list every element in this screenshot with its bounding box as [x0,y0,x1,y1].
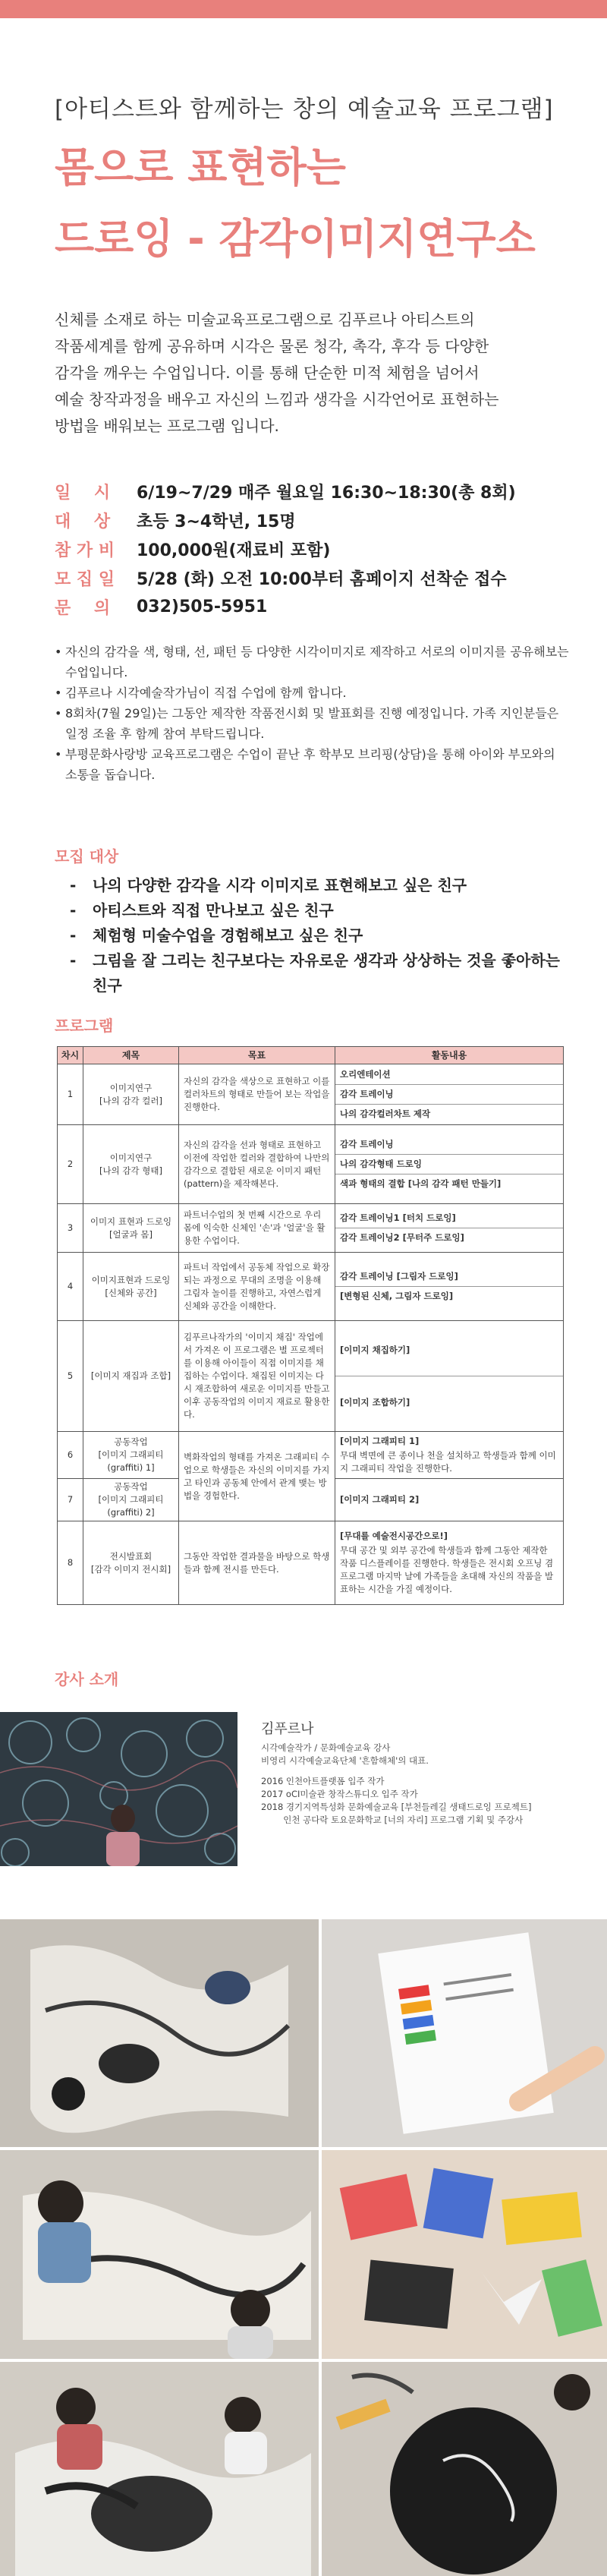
info-row-fee [55,534,571,563]
intro-paragraph [55,307,555,440]
note-item: • 자신의 감각을 색, 형태, 선, 패턴 등 다양한 시각이미지로 제작하고 서로의 이미지를 공유해보는 수업입니다. [55,645,569,679]
program-pre-title: [아티스트와 함께하는 창의 예술교육 프로그램] [55,96,554,123]
info-label: 대 상 [55,512,111,531]
targets-list [70,873,571,998]
row-title: 이미지표현과 드로잉 [신체와 공간] [83,1253,179,1321]
note-item: • 8회차(7월 29일)는 그동안 제작한 작품전시회 및 발표회를 진행 예정입니다. 가족 지인분들은 일정 조율 후 함께 참여 부탁드립니다. [55,706,559,741]
row-activities: 오리엔테이션 감각 트레이닝 나의 감각컬러차트 제작 [335,1064,564,1125]
row-title: 공동작업 [이미지 그래피티 (graffiti) 1] [83,1432,179,1479]
table-header-row [58,1047,564,1064]
instructor-photo [0,1712,237,1866]
col-header-title: 제목 [83,1047,179,1064]
row-activities: [이미지 채집하기] [이미지 조합하기] [335,1321,564,1432]
instructor-title: 강사 소개 [55,1670,119,1688]
page-title-line1: 몸으로 표현하는 [55,143,346,191]
row-no: 3 [58,1204,83,1253]
row-title: 이미지연구 [나의 감각 컬러] [83,1064,179,1125]
gallery-photo-black-circle [322,2362,607,2576]
row-title: 이미지 표현과 드로잉 [얼굴과 몸] [83,1204,179,1253]
table-row [58,1064,564,1125]
table-row [58,1125,564,1204]
gallery-photo-floor-drawing [0,1919,319,2147]
row-no: 1 [58,1064,83,1125]
info-row-date [55,477,571,506]
row-goal: 파트너수업의 첫 번째 시간으로 우리 몸에 익숙한 신체인 '손'과 '얼굴'을 활용한 수업이다. [179,1204,335,1253]
info-row-recruit [55,563,571,592]
targets-title: 모집 대상 [55,847,119,865]
col-header-goal: 목표 [179,1047,335,1064]
table-row [58,1204,564,1253]
info-label: 일 시 [55,483,111,503]
gallery-photo-group-work [0,2362,319,2576]
info-row-contact [55,592,571,621]
gallery-photo-paper-craft [322,2150,607,2359]
note-item: • 부평문화사랑방 교육프로그램은 수업이 끝난 후 학부모 브리핑(상담)을 통해 아이와 부모와의 소통을 돕습니다. [55,747,555,782]
intro-line: 신체를 소재로 하는 미술교육프로그램으로 김푸르나 아티스트의 [55,311,475,329]
instructor-bio: 시각예술작가 / 문화예술교육 강사 비영리 시각예술교육단체 '흔함해체'의 대표. 2016 인천아트플랫폼 입주 작가 2017 oCI미술관 창작스튜디오 입주 작가 2018 경기지역특성화 문화예술교육 [부천들레길 생태드로잉 프로젝트] 인천 공다락 토요문화학교 [너의 자리] 프로그램 기획 및 주강사 [261,1742,532,1825]
row-no: 8 [58,1521,83,1605]
col-header-no: 차시 [58,1047,83,1064]
row-title: [이미지 재집과 조합] [83,1321,179,1432]
program-title: 프로그램 [55,1017,114,1035]
table-row [58,1253,564,1321]
info-value: 5/28 (화) 오전 10:00부터 홈페이지 선착순 접수 [137,569,507,589]
info-value: 초등 3~4학년, 15명 [137,512,296,531]
row-goal: 벽화작업의 형태를 가져온 그래피티 수업으로 학생들은 자신의 이미지를 가지고 타인과 공동체 안에서 관계 맺는 방법을 경험한다. [179,1432,335,1521]
row-no: 4 [58,1253,83,1321]
intro-line: 방법을 배워보는 프로그램 입니다. [55,417,279,435]
gallery-photo-color-chart [322,1919,607,2147]
top-accent-bar [0,0,607,18]
row-no: 5 [58,1321,83,1432]
row-activities: 감각 트레이닝1 [터치 드로잉] 감각 트레이닝2 [무터주 드로잉] [335,1204,564,1253]
row-activities: [이미지 그래피티 1] 무대 벽면에 큰 종이나 천을 설치하고 학생들과 함께 이미지 그래피티 작업을 진행한다. [335,1432,564,1479]
row-goal: 자신의 감각을 색상으로 표현하고 이를 컬러차트의 형태로 만들어 보는 작업을 진행한다. [179,1064,335,1125]
row-title: 이미지연구 [나의 감각 형태] [83,1125,179,1204]
intro-line: 감각을 깨우는 수업입니다. 이를 통해 단순한 미적 체험을 넘어서 [55,364,480,382]
row-activities: [무대를 예술전시공간으로!] 무대 공간 및 외부 공간에 학생들과 함께 그동안 제작한 작품 디스플레이를 진행한다. 학생들은 전시회 오프닝 겸 프로그램 마지막 날에 가족들을 초대해 자신의 작품을 발표하는 시간을 가질 예정이다. [335,1521,564,1605]
intro-line: 작품세계를 함께 공유하며 시각은 물론 청각, 촉각, 후각 등 다양한 [55,337,489,355]
row-goal: 김푸르나작가의 '이미지 채집' 작업에서 가져온 이 프로그램은 별 프로젝터를 이용해 아이들이 직접 이미지를 채집하는 수업이다. 채집된 이미지는 다시 재조합하여 새로운 이미지를 만들고 이후 공동작업의 이미지 재료로 활용한다. [179,1321,335,1432]
info-label: 모 집 일 [55,569,115,589]
info-value: 6/19~7/29 매주 월요일 16:30~18:30(총 8회) [137,483,516,503]
col-header-activity: 활동내용 [335,1047,564,1064]
table-row [58,1432,564,1479]
info-row-target [55,506,571,534]
page-title-line2: 드로잉 - 감각이미지연구소 [55,215,536,263]
row-no: 6 [58,1432,83,1479]
table-row [58,1521,564,1605]
intro-line: 예술 창작과정을 배우고 자신의 느낌과 생각을 시각언어로 표현하는 [55,390,499,408]
row-activities: 감각 트레이닝 나의 감각형태 드로잉 색과 형태의 결합 [나의 감각 패턴 만들기] [335,1125,564,1204]
row-goal: 그동안 작업한 결과물을 바탕으로 학생들과 함께 전시를 만든다. [179,1521,335,1605]
table-row [58,1321,564,1432]
info-label: 참 가 비 [55,541,115,560]
target-item: - 체험형 미술수업을 경험해보고 싶은 친구 [70,926,363,944]
row-activities: [이미지 그래피티 2] [335,1479,564,1521]
gallery-photo-children-drawing [0,2150,319,2359]
info-label: 문 의 [55,598,111,618]
notes-list [55,642,571,785]
instructor-name: 김푸르나 [261,1721,314,1737]
target-item: - 아티스트와 직접 만나보고 싶은 친구 [70,901,334,919]
row-no: 7 [58,1479,83,1521]
row-no: 2 [58,1125,83,1204]
row-goal: 자신의 감각을 선과 형태로 표현하고 이전에 작업한 컬러와 결합하여 나만의 감각으로 결합된 새로운 이미지 패턴(pattern)을 제작해본다. [179,1125,335,1204]
note-item: • 김푸르나 시각예술작가님이 직접 수업에 함께 합니다. [55,686,347,700]
photo-gallery [0,1919,607,2576]
info-value: 100,000원(재료비 포함) [137,541,331,560]
target-item: - 나의 다양한 감각을 시각 이미지로 표현해보고 싶은 친구 [70,876,467,894]
program-table [57,1046,564,1605]
row-activities: 감각 트레이닝 [그림자 드로잉] [변형된 신체, 그림자 드로잉] [335,1253,564,1321]
row-title: 공동작업 [이미지 그래피티 (graffiti) 2] [83,1479,179,1521]
target-item: - 그림을 잘 그리는 친구보다는 자유로운 생각과 상상하는 것을 좋아하는 친구 [70,951,560,995]
row-title: 전시발표회 [감각 이미지 전시회] [83,1521,179,1605]
row-goal: 파트너 작업에서 공동체 작업으로 확장되는 과정으로 무대의 조명을 이용해 그림자 놀이를 진행하고, 자연스럽게 신체와 공간을 이해한다. [179,1253,335,1321]
info-block [55,477,571,621]
info-value: 032)505-5951 [137,597,268,616]
